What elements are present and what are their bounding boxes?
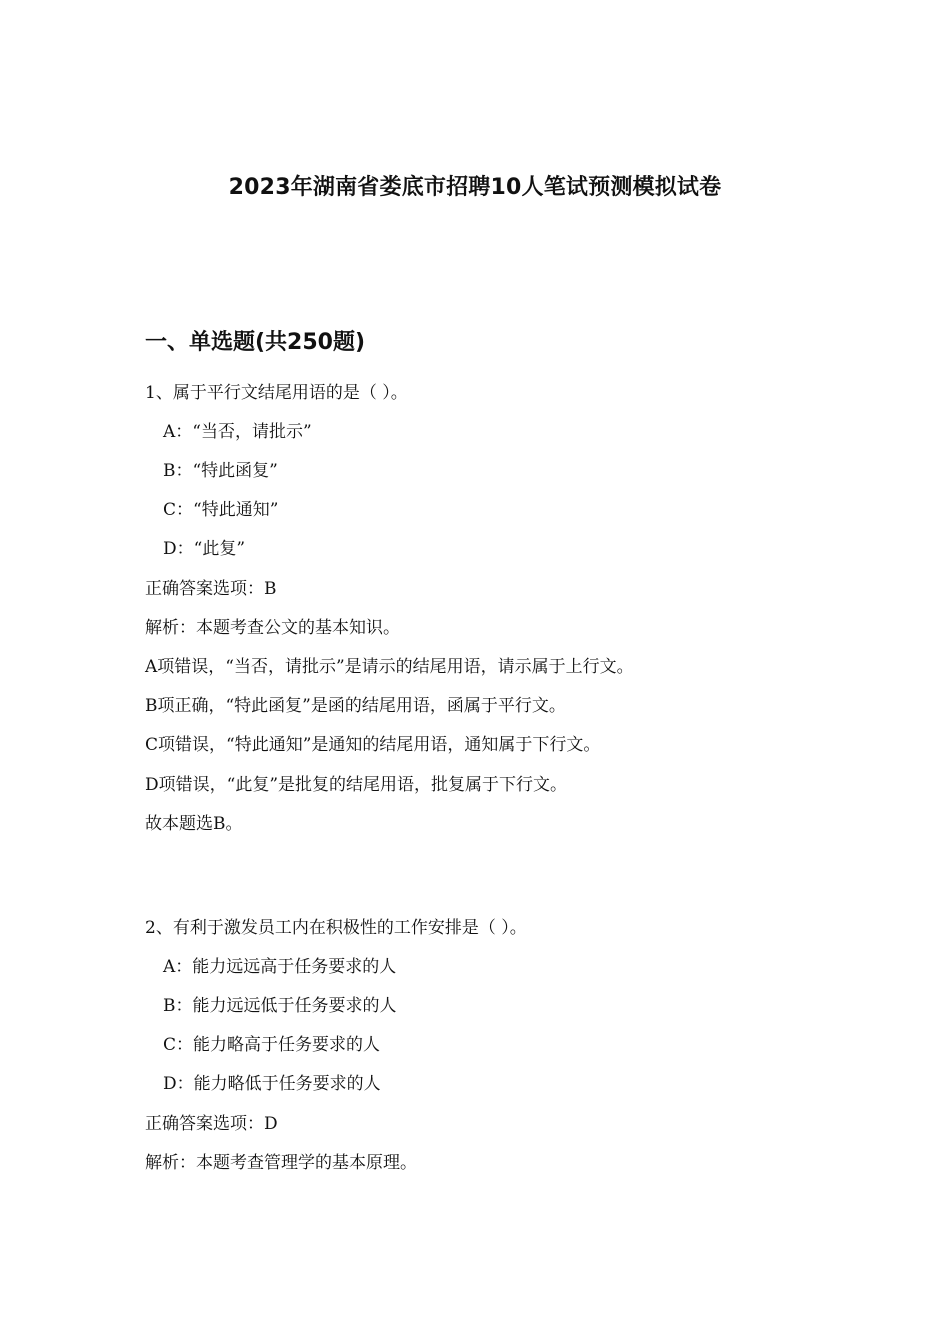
question-1-answer: 正确答案选项：B — [145, 579, 277, 599]
question-2-stem: 2、有利于激发员工内在积极性的工作安排是（ ）。 — [145, 918, 527, 938]
question-1-option-b: B：“特此函复” — [163, 461, 278, 481]
question-2-option-d: D：能力略低于任务要求的人 — [163, 1074, 381, 1094]
question-1-analysis-line: A项错误，“当否，请批示”是请示的结尾用语，请示属于上行文。 — [145, 657, 634, 677]
question-1-analysis-line: D项错误，“此复”是批复的结尾用语，批复属于下行文。 — [145, 775, 568, 795]
question-1-analysis-line: B项正确，“特此函复”是函的结尾用语，函属于平行文。 — [145, 696, 566, 716]
question-2-analysis-line: 解析：本题考查管理学的基本原理。 — [145, 1153, 417, 1173]
question-1-analysis-line: 故本题选B。 — [145, 814, 243, 834]
question-1-stem: 1、属于平行文结尾用语的是（ ）。 — [145, 383, 408, 403]
question-1-analysis-line: 解析：本题考查公文的基本知识。 — [145, 618, 400, 638]
question-2-option-c: C：能力略高于任务要求的人 — [163, 1035, 381, 1055]
document-title: 2023年湖南省娄底市招聘10人笔试预测模拟试卷 — [228, 175, 722, 200]
question-1-analysis-line: C项错误，“特此通知”是通知的结尾用语，通知属于下行文。 — [145, 735, 601, 755]
question-1-option-a: A：“当否，请批示” — [163, 422, 312, 442]
question-1-option-d: D：“此复” — [163, 539, 246, 559]
question-2-option-a: A：能力远远高于任务要求的人 — [163, 957, 397, 977]
question-2-option-b: B：能力远远低于任务要求的人 — [163, 996, 397, 1016]
section-heading: 一、单选题(共250题) — [145, 330, 366, 355]
question-2-answer: 正确答案选项：D — [145, 1114, 278, 1134]
question-1-option-c: C：“特此通知” — [163, 500, 279, 520]
